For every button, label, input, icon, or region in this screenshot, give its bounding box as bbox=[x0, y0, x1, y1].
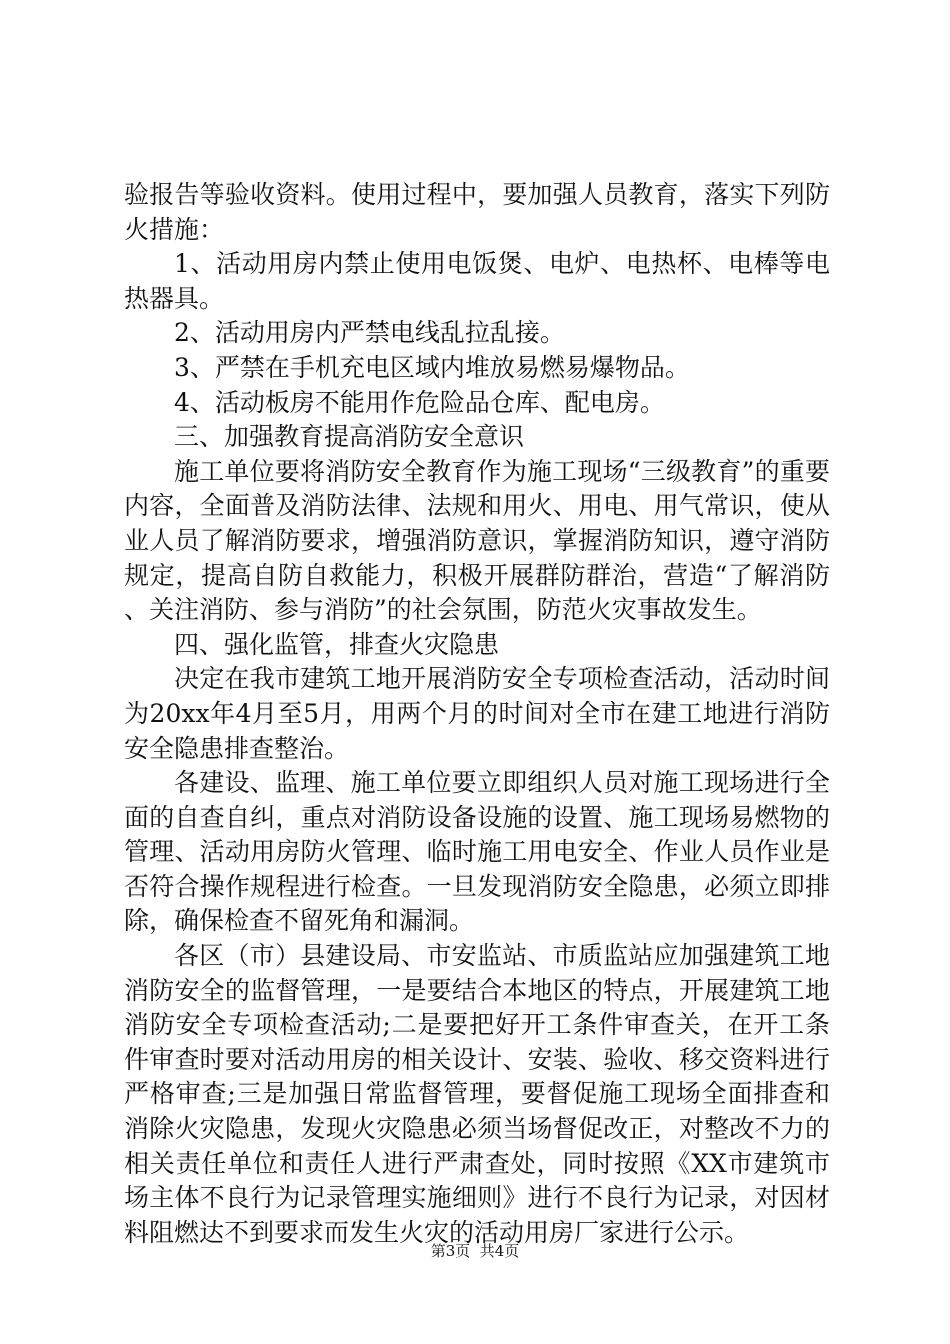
section-heading-4: 四、强化监管，排查火灾隐患 bbox=[174, 629, 500, 659]
paragraph-continuation: 验报告等验收资料。使用过程中，要加强人员教育，落实下列防火措施： bbox=[124, 180, 830, 244]
paragraph-measure-1: 1、活动用房内禁止使用电饭煲、电炉、电热杯、电棒等电热器具。 bbox=[124, 249, 830, 313]
document-body bbox=[124, 178, 830, 1250]
paragraph-supervision: 各区（市）县建设局、市安监站、市质监站应加强建筑工地消防安全的监督管理，一是要结合本地区的特点，开展建筑工地消防安全专项检查活动;二是要把好开工条件审查关，在开工条件审查时要对活动用房的相关设计、安装、验收、移交资料进行严格审查;三是加强日常监督管理，要督促施工现场全面排查和消除火灾隐患，发现火灾隐患必须当场督促改正，对整改不力的相关责任单位和责任人进行严肃查处，同时按照《XX市建筑市场主体不良行为记录管理实施细则》进行不良行为记录，对因材料阻燃达不到要求而发生火灾的活动用房厂家进行公示。 bbox=[124, 941, 830, 1247]
paragraph-measure-3: 3、严禁在手机充电区域内堆放易燃易爆物品。 bbox=[174, 352, 690, 382]
paragraph-education: 施工单位要将消防安全教育作为施工现场“三级教育”的重要内容，全面普及消防法律、法规和用火、用电、用气常识，使从业人员了解消防要求，增强消防意识，掌握消防知识，遵守消防规定，提高自防自救能力，积极开展群防群治，营造“了解消防、关注消防、参与消防”的社会氛围，防范火灾事故发生。 bbox=[124, 456, 830, 625]
page-footer bbox=[0, 1241, 950, 1261]
paragraph-inspection-period: 决定在我市建筑工地开展消防安全专项检查活动，活动时间为20xx年4月至5月，用两个月的时间对全市在建工地进行消防安全隐患排查整治。 bbox=[124, 664, 830, 763]
paragraph-measure-2: 2、活动用房内严禁电线乱拉乱接。 bbox=[174, 318, 565, 348]
page-number: 第3页 共4页 bbox=[430, 1242, 520, 1260]
paragraph-self-inspection: 各建设、监理、施工单位要立即组织人员对施工现场进行全面的自查自纠，重点对消防设备设施的设置、施工现场易燃物的管理、活动用房防火管理、临时施工用电安全、作业人员作业是否符合操作规程进行检查。一旦发现消防安全隐患，必须立即排除，确保检查不留死角和漏洞。 bbox=[124, 768, 830, 936]
paragraph-measure-4: 4、活动板房不能用作危险品仓库、配电房。 bbox=[174, 387, 665, 417]
section-heading-3: 三、加强教育提高消防安全意识 bbox=[174, 422, 525, 452]
